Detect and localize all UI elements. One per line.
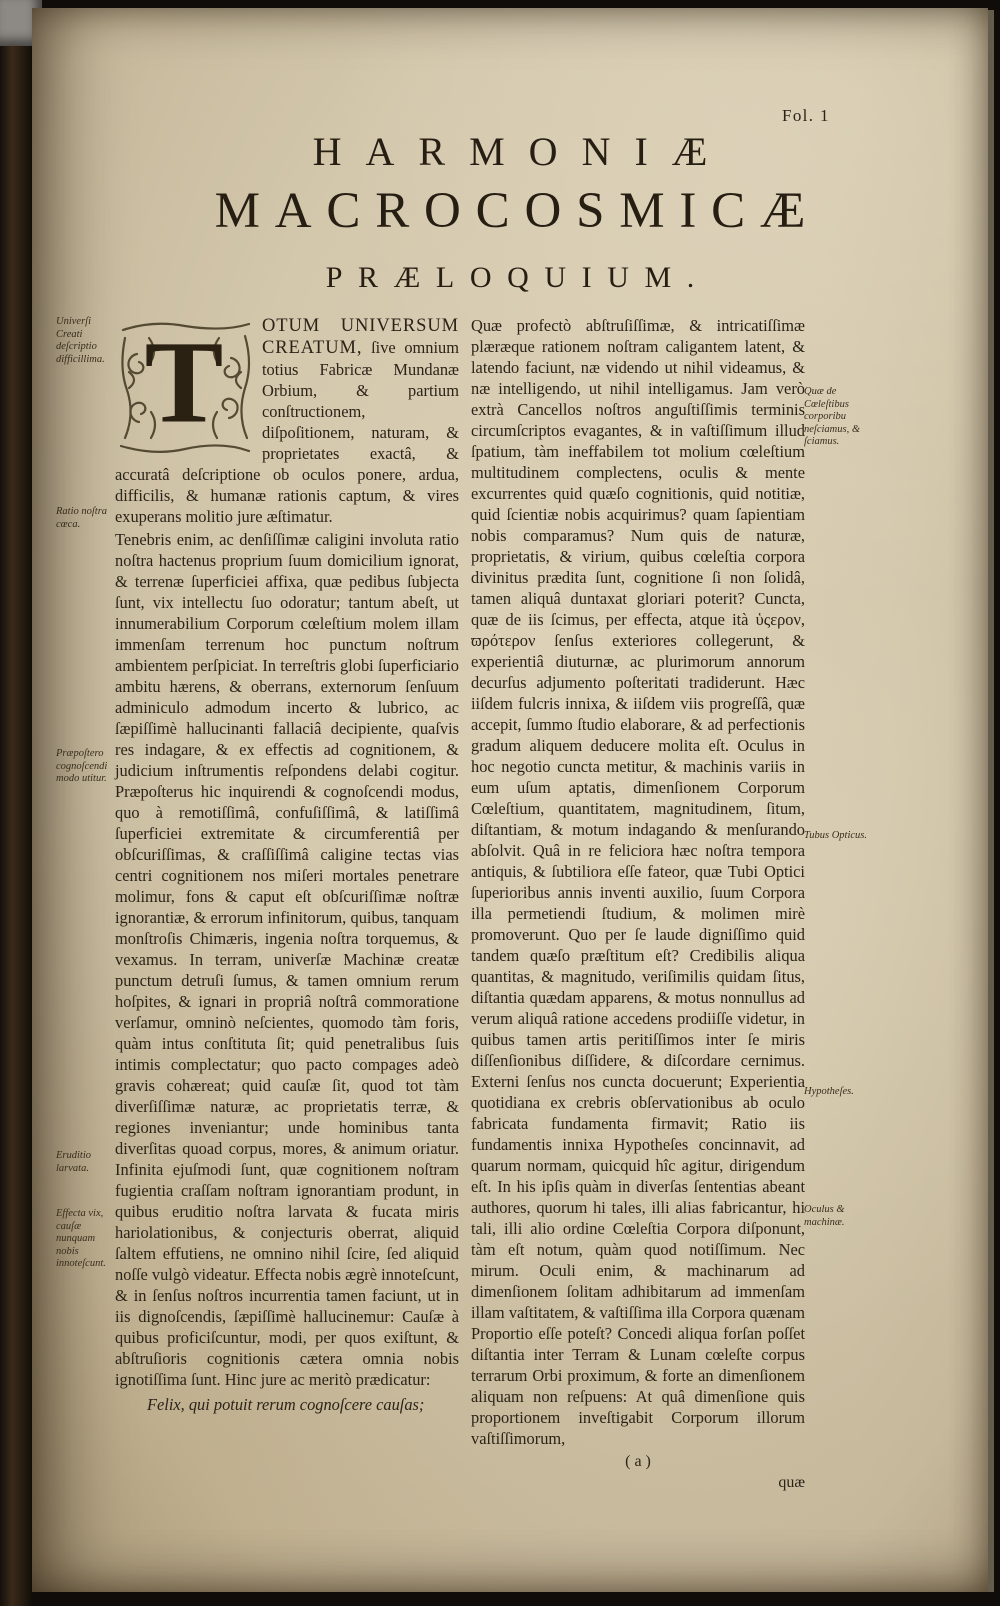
catchword: quæ (778, 1474, 805, 1491)
opening-text: ſive omnium totius Fabricæ Mundanæ Orbium, & partium conſtructionem, diſpoſitionem, naturam, & proprietates exactâ, & accuratâ deſcriptione ob oculos ponere, ardua, difficilis, & humanæ rationis captum, & vires exuperans molitio jure æſtimatur. (115, 338, 459, 526)
right-text-column (471, 315, 805, 1493)
margin-note-right-2: Tubus Opticus. (804, 830, 868, 841)
book-spine (0, 0, 34, 1606)
title-line-harmoniae: HARMONIÆ (312, 129, 732, 174)
opening-block (115, 315, 459, 527)
left-paragraph-2: Tenebris enim, ac denſiſſimæ caligini involuta ratio noſtra hactenus proprium ſuum domicilium ignorat, & terrenæ ſuperficiei affixa, quæ pedibus ſubjecta ſunt, vix intellectu ſuo odoratur; tantum abeſt, ut innumerabilium Corporum cœleſtium molem illam immenſam terrenum hoc punctum noſtrum ambientem perſpiciat. In terreſtris globi ſuperficiario ambitu hærens, & oberrans, externorum ſenſuum adminiculo admodum incerto & lubrico, ac ſæpiſſimè hallucinanti fallaciâ decipiente, quaſvis res indagare, & ex effectis ad cognitionem, & judicium inſtrumentis reſpondens delabi cogitur. Præpoſterus hic inquirendi & cognoſcendi modus, quo à remotiſſimâ, confuſiſſimâ, & latiſſimâ ſuperficiei extremitate & circumferentiâ per obſcuriſſimas, & craſſiſſimâ caligine tectas vias centri cognitionem nos miſeri mortales penetrare molimur, fons & caput eſt obſcuriſſimæ noſtræ ignorantiæ, & errorum infinitorum, quibus, tanquam monſtroſis Chimæris, ingenia noſtra torquemus, & vexamus. In terram, univerſæ Machinæ creatæ punctum detruſi ſumus, & tamen omnium rerum hoſpites, & ignari in propriâ noſtrâ commoratione verſamur, omninò neſcientes, quomodo tàm foris, quàm intus conſtituta ſit; quid penetralibus ſuis intimis complectatur; quo pacto compages adeò gravis cohæreat; quid cauſæ ſit, quod tot tàm diverſiſſimæ naturæ, ac proprietatis terræ, & regiones inveniantur; unde hominibus tanta diverſitas quoad corpus, mores, & animum oriatur. Infinita ejuſmodi ſunt, quæ cognitionem noſtram fugientia craſſam noſtram ignorantiam produnt, in quibus eruditio noſtra larvata & fucata miris hariolationibus, & conjecturis oberrat, aliquid ſaltem effutiens, ne omnino nihil ſcire, ſed aliquid noſſe vulgò videatur. Effecta nobis ægrè innoteſcunt, & in ſenſus noſtros incurrentia tamen faciunt, ut in iis dignoſcendis, ſæpiſſimè hallucinemur: Cauſæ à quibus proficiſcuntur, modi, per quos exiſtunt, & abſtruſioris cognitionis cætera omnia nobis ignotiſſima ſunt. Hinc jure ac meritò prædicatur: (115, 530, 459, 1389)
margin-note-right-4: Oculus & machinæ. (804, 1204, 845, 1228)
margin-note-left-4: Eruditio larvata. (56, 1150, 92, 1174)
right-paragraph: Quæ profectò abſtruſiſſimæ, & intricatiſſimæ plæræque rationem noſtram caligantem latent, & latendo faciunt, næ videndo ut nihil videamus, & næ intelligendo, ut nihil intelligamus. Jam verò extrà Cancellos noſtros anguſtiſſimis terminis circumſcriptos evagantes, & in vaſtiſſimum illud ſpatium, tàm ineffabilem tot molium cœleſtium multitudinem complectens, oculis & mente excurrentes quid quæſo cognitionis, quid notitiæ, quid ſcientiæ nobis acquirimus? quam ſapientiam nobis comparamus? Num quis de naturæ, proprietatis, & virium, quibus cœleſtia corpora divinitus prædita ſunt, cognitione ſi non ſolidâ, tamen aliquâ duntaxat gloriari poterit? Cuncta, quæ de iis ſcimus, per effecta, atque ità ὑςερον, ϖρότερον ſenſus exteriores collegerunt, & experientiâ diuturnæ, ac plurimorum annorum decurſus adjumento poſteritati tradiderunt. Hæc iiſdem fulcris innixa, & iiſdem viis progreſſâ, quæ accepit, ſummo ſtudio elaborare, & ad perfectionis gradum aliquem deducere molita eſt. Oculus in hoc negotio cuncta metitur, & machinis variis in eum uſum aptatis, dimenſionem Corporum Cœleſtium, quantitatem, magnitudinem, ſitum, diſtantiam, & motum indagando & menſurando abſolvit. Quâ in re feliciora hæc noſtra tempora antiquis, & ſubtiliora eſſe fateor, quæ Tubi Optici ſuperioribus annis inventi auxilio, ſuum Corpora illa permetiendi ſtudium, & molimen mirè promoverunt. Quo per ſe laude digniſſimo quid tandem quæſo præſtitum eſt? Credibilis aliqua quantitas, & magnitudo, veriſimilis quidam ſitus, diſtantia quædam apparens, & motus nonnullus ad verum aliquâ ratione accedens prodiiſſe videtur, in quibus tamen artis peritiſſimos inter ſe miris diſſenſionibus diſſidere, & diſcordare cernimus. Externi ſenſus nos cuncta docuerunt; Experientia quotidiana ex crebris obſervationibus ab oculo fabricata fundamenta firmavit; Ratio iis fundamentis innixa Hypotheſes concinnavit, ad quarum normam, quicquid hîc agitur, dirigendum eſt. In his ipſis quàm in diverſas ſententias abeant authores, quorum hi tales, illi alias fabricantur, hi tali, illi alio ordine Cœleſtia Corpora diſponunt, tàm eſt notum, quàm quod notiſſimum. Nec mirum. Oculi enim, & machinarum ad dimenſionem ſolitam adhibitarum ad immenſam illam vaſtitatem, & vaſtiſſima illa Corpora quænam Proportio eſſe poteſt? Concedi aliqua forſan poſſet diſtantia inter Terram & Lunam cœleſte corpus terrarum Orbi proximum, & forte an dimenſionem aliquam non reſpuens: At quâ dimenſione quis proportionem inveſtigabit Corporum illorum vaſtiſſimorum, (471, 316, 805, 1448)
dropcap-letter: T (144, 316, 224, 448)
verse-line: Felix, qui potuit rerum cognoſcere cauſas; (147, 1395, 425, 1414)
margin-note-left-5: Effecta vix, cauſæ nunquam nobis innoteſcunt. (56, 1208, 106, 1270)
opening-caps: OTUM UNIVERSUM CREATUM, (262, 316, 459, 358)
margin-note-right-1: Quæ de Cœleſtibus corporibu neſciamus, & ſciamus. (804, 386, 860, 448)
margin-note-left-2: Ratio noſtra cœca. (56, 506, 108, 530)
margin-note-right-3: Hypotheſes. (804, 1086, 854, 1097)
folio-number: Fol. 1 (782, 106, 830, 125)
page-edge (988, 10, 994, 1592)
text-columns (115, 315, 988, 1493)
title-line-praeloquium: PRÆLOQUIUM. (325, 261, 710, 294)
left-text-column (115, 315, 459, 1493)
signature-mark: ( a ) (625, 1453, 651, 1470)
margin-note-left-3: Præpoſtero cognoſcendi modo utitur. (56, 748, 108, 785)
margin-note-left-1: Univerſi Creati deſcriptio difficillima. (56, 316, 105, 365)
title-line-macrocosmicae: MACROCOSMICÆ (214, 183, 821, 239)
drop-cap-T (115, 318, 253, 456)
title-block (32, 129, 988, 294)
page (32, 8, 988, 1592)
